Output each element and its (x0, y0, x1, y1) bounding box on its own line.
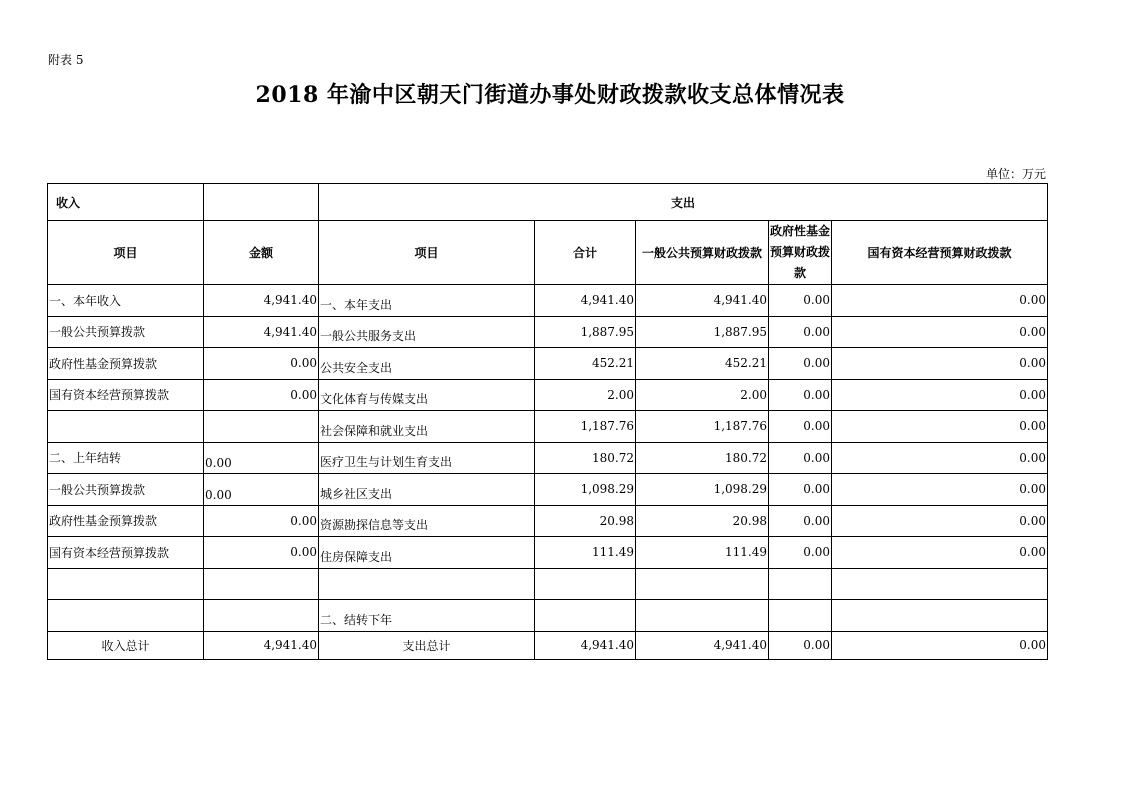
expense-fund-cell (769, 568, 832, 600)
budget-table (47, 183, 1048, 660)
expense-total-cell: 1,887.95 (535, 316, 636, 348)
expense-fund-cell: 0.00 (769, 537, 832, 569)
expense-item (319, 568, 535, 600)
income-item: 一、本年收入 (48, 285, 204, 317)
income-item: 国有资本经营预算拨款 (48, 379, 204, 411)
income-amount: 0.00 (204, 474, 319, 506)
expense-state-cell (832, 568, 1048, 600)
income-amount (204, 411, 319, 443)
income-amount: 4,941.40 (204, 285, 319, 317)
expense-item: 住房保障支出 (319, 537, 535, 569)
expense-total-cell: 1,187.76 (535, 411, 636, 443)
expense-total-cell: 4,941.40 (535, 285, 636, 317)
expense-state-cell: 0.00 (832, 316, 1048, 348)
income-amount: 0.00 (204, 348, 319, 380)
income-item: 二、上年结转 (48, 442, 204, 474)
income-amount: 0.00 (204, 379, 319, 411)
header-row-top (48, 184, 1048, 221)
expense-total-cell: 20.98 (535, 505, 636, 537)
col-total: 合计 (535, 221, 636, 285)
expense-general-cell: 180.72 (636, 442, 769, 474)
expense-fund-cell: 0.00 (769, 348, 832, 380)
expense-fund-cell: 0.00 (769, 285, 832, 317)
col-state-capital: 国有资本经营预算财政拨款 (832, 221, 1048, 285)
income-item: 一般公共预算拨款 (48, 316, 204, 348)
expense-state-cell (832, 600, 1048, 632)
expense-total: 4,941.40 (535, 631, 636, 660)
expense-state-cell: 0.00 (832, 285, 1048, 317)
expense-general-cell: 452.21 (636, 348, 769, 380)
expense-state-cell: 0.00 (832, 505, 1048, 537)
income-amount: 0.00 (204, 442, 319, 474)
expense-state-cell: 0.00 (832, 442, 1048, 474)
expense-total-fund: 0.00 (769, 631, 832, 660)
expense-total-cell (535, 600, 636, 632)
expense-total-label: 支出总计 (319, 631, 535, 660)
expense-total-cell: 1,098.29 (535, 474, 636, 506)
expense-fund-cell: 0.00 (769, 505, 832, 537)
expense-item: 资源勘探信息等支出 (319, 505, 535, 537)
expense-fund-cell: 0.00 (769, 411, 832, 443)
expense-state-cell: 0.00 (832, 379, 1048, 411)
income-total-amount: 4,941.40 (204, 631, 319, 660)
income-item: 一般公共预算拨款 (48, 474, 204, 506)
expense-general-cell: 1,187.76 (636, 411, 769, 443)
income-total-label: 收入总计 (48, 631, 204, 660)
table-row (48, 411, 1048, 443)
income-amount: 4,941.40 (204, 316, 319, 348)
expense-state-cell: 0.00 (832, 537, 1048, 569)
income-item (48, 411, 204, 443)
expense-item: 社会保障和就业支出 (319, 411, 535, 443)
expense-general-cell (636, 568, 769, 600)
header-row-columns (48, 221, 1048, 285)
income-amount: 0.00 (204, 505, 319, 537)
expense-item: 医疗卫生与计划生育支出 (319, 442, 535, 474)
col-fund-budget: 政府性基金预算财政拨款 (769, 221, 832, 285)
expense-total-cell: 2.00 (535, 379, 636, 411)
expense-header: 支出 (319, 184, 1048, 221)
income-item: 国有资本经营预算拨款 (48, 537, 204, 569)
table-row (48, 568, 1048, 600)
expense-fund-cell (769, 600, 832, 632)
table-row (48, 474, 1048, 506)
expense-general-cell: 4,941.40 (636, 285, 769, 317)
table-row (48, 285, 1048, 317)
expense-item: 文化体育与传媒支出 (319, 379, 535, 411)
table-row (48, 442, 1048, 474)
table-row (48, 348, 1048, 380)
expense-fund-cell: 0.00 (769, 442, 832, 474)
expense-total-cell: 111.49 (535, 537, 636, 569)
expense-general-cell (636, 600, 769, 632)
expense-total-general: 4,941.40 (636, 631, 769, 660)
income-item (48, 568, 204, 600)
expense-item: 二、结转下年 (319, 600, 535, 632)
expense-total-cell: 180.72 (535, 442, 636, 474)
expense-general-cell: 2.00 (636, 379, 769, 411)
expense-fund-cell: 0.00 (769, 379, 832, 411)
page-title: 2018 年渝中区朝天门街道办事处财政拨款收支总体情况表 (255, 82, 845, 108)
unit-label: 单位：万元 (985, 167, 1046, 181)
table-row (48, 379, 1048, 411)
income-item (48, 600, 204, 632)
income-header-blank (204, 184, 319, 221)
expense-total-cell: 452.21 (535, 348, 636, 380)
col-income-item: 项目 (48, 221, 204, 285)
table-row (48, 600, 1048, 632)
income-item: 政府性基金预算拨款 (48, 348, 204, 380)
expense-item: 一、本年支出 (319, 285, 535, 317)
expense-general-cell: 1,098.29 (636, 474, 769, 506)
expense-item: 一般公共服务支出 (319, 316, 535, 348)
income-item: 政府性基金预算拨款 (48, 505, 204, 537)
income-header: 收入 (48, 184, 204, 221)
expense-general-cell: 1,887.95 (636, 316, 769, 348)
expense-general-cell: 111.49 (636, 537, 769, 569)
col-expense-item: 项目 (319, 221, 535, 285)
col-income-amount: 金额 (204, 221, 319, 285)
expense-state-cell: 0.00 (832, 474, 1048, 506)
income-amount (204, 600, 319, 632)
expense-fund-cell: 0.00 (769, 474, 832, 506)
attachment-label: 附表 5 (48, 53, 84, 67)
table-row (48, 316, 1048, 348)
income-amount (204, 568, 319, 600)
expense-fund-cell: 0.00 (769, 316, 832, 348)
totals-row (48, 631, 1048, 660)
expense-item: 公共安全支出 (319, 348, 535, 380)
col-general-budget: 一般公共预算财政拨款 (636, 221, 769, 285)
income-amount: 0.00 (204, 537, 319, 569)
expense-total-cell (535, 568, 636, 600)
expense-state-cell: 0.00 (832, 348, 1048, 380)
expense-item: 城乡社区支出 (319, 474, 535, 506)
expense-general-cell: 20.98 (636, 505, 769, 537)
expense-total-state: 0.00 (832, 631, 1048, 660)
table-row (48, 505, 1048, 537)
table-row (48, 537, 1048, 569)
expense-state-cell: 0.00 (832, 411, 1048, 443)
